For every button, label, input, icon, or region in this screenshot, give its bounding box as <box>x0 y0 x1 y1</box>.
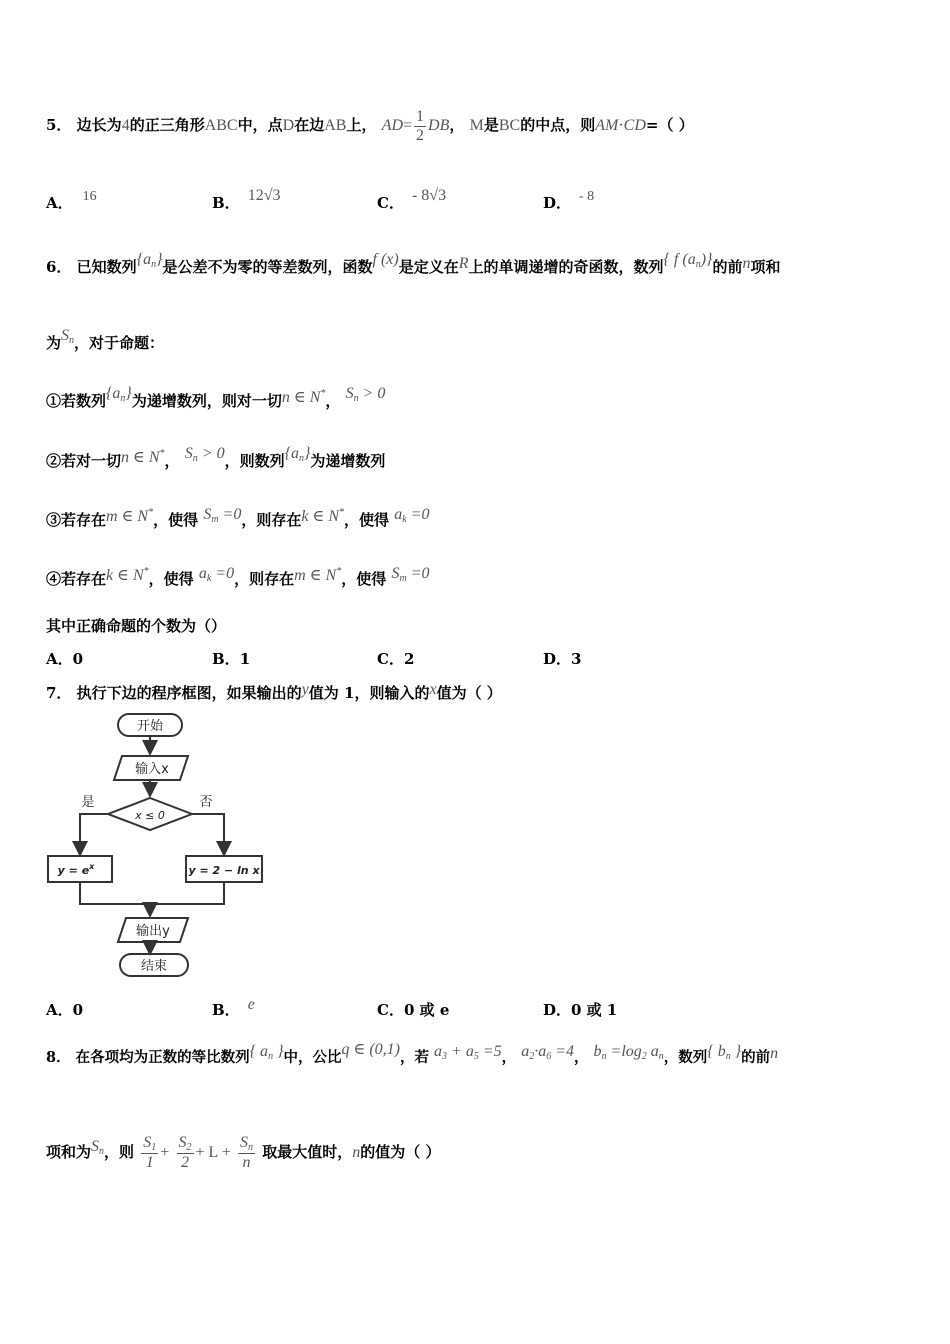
fraction-one-half: $\frac{1}{2}$ <box>416 108 425 144</box>
flow-no-label: 否 <box>199 795 213 810</box>
q7-number: 7． <box>46 684 72 702</box>
q6-proposition-4: ④若存在k ∈ N*，使得 $a_k =0$，则存在m ∈ N*，使得 $S_m =0$ <box>46 565 430 588</box>
q5-option-d[interactable]: D． - 8 <box>543 189 595 212</box>
flow-cond-text: x ≤ 0 <box>135 809 165 822</box>
flow-yes-label: 是 <box>81 795 95 810</box>
q7-stem: 7． 执行下边的程序框图，如果输出的y值为 1，则输入的x值为（ ） <box>46 681 502 702</box>
flow-input-text: 输入x <box>135 762 169 777</box>
q7-option-c[interactable]: C．0 或 e <box>377 1001 450 1019</box>
fraction-s1-over-1: $\frac{S_1}{1}$ <box>143 1134 157 1172</box>
fraction-sn-over-n: $\frac{S_n}{n}$ <box>240 1134 253 1172</box>
q6-stem-line2: 为$S_n$，对于命题： <box>46 327 165 352</box>
q5-stem: 5． 边长为4的正三角形ABC中，点D在边AB上， AD= $\frac{1}{2}$ DB， M是BC的中点，则AM·CD=（ ） <box>46 108 694 144</box>
q6-option-d[interactable]: D．3 <box>543 650 582 668</box>
flow-right-text: y = 2 − ln x <box>188 864 260 877</box>
q8-number: 8． <box>46 1049 71 1066</box>
q6-number: 6． <box>46 258 72 276</box>
q6-proposition-3: ③若存在m ∈ N*，使得 $S_m =0$，则存在k ∈ N*，使得 $a_k =0$ <box>46 506 430 529</box>
q6-option-c[interactable]: C．2 <box>377 650 415 668</box>
q5-option-c[interactable]: C． - 8√3 <box>377 187 447 212</box>
flow-start-text: 开始 <box>136 719 164 734</box>
q6-proposition-1: ①若数列$\{a_n\}$为递增数列，则对一切n ∈ N*， $S_n > 0$ <box>46 385 386 410</box>
q8-stem-line1: 8． 在各项均为正数的等比数列{ $a_n$ }中，公比q ∈ (0,1)，若 $a_3 + a_5 =5$， $a_2\cdot a_6 =4$， $b_n =\log_2$ $a_n$，数列{ $b_n$ }的前n <box>46 1041 779 1066</box>
fraction-s2-over-2: $\frac{S_2}{2}$ <box>178 1134 192 1172</box>
q8-stem-line2: 项和为$S_n$，则 $\frac{S_1}{1}$ + $\frac{S_2}{2}$ + L + $\frac{S_n}{n}$ 取最大值时，n的值为（ ） <box>46 1134 441 1172</box>
q6-option-b[interactable]: B．1 <box>212 650 251 668</box>
q7-flowchart <box>40 708 280 980</box>
q6-proposition-2: ②若对一切n ∈ N*， $S_n > 0$，则数列$\{a_n\}$为递增数列 <box>46 445 386 470</box>
q7-option-b[interactable]: B． e <box>212 996 255 1019</box>
q7-option-d[interactable]: D．0 或 1 <box>543 1001 618 1019</box>
flow-end-text: 结束 <box>140 959 168 974</box>
q5-number: 5． <box>46 116 72 135</box>
q5-option-a[interactable]: A． 16 <box>46 189 97 212</box>
q6-option-a[interactable]: A．0 <box>46 650 84 668</box>
flow-left-text: $y = e^x$ <box>57 862 95 877</box>
flow-output-text: 输出y <box>136 924 170 939</box>
q6-stem-end: 其中正确命题的个数为（） <box>46 617 227 635</box>
q7-option-a[interactable]: A．0 <box>46 1001 84 1019</box>
q6-stem-line1: 6． 已知数列$\{a_n\}$是公差不为零的等差数列，函数f (x)是定义在R上的单调递增的奇函数，数列{ f $(a_n)$}的前n项和 <box>46 251 781 276</box>
q5-option-b[interactable]: B． 12√3 <box>212 187 281 212</box>
